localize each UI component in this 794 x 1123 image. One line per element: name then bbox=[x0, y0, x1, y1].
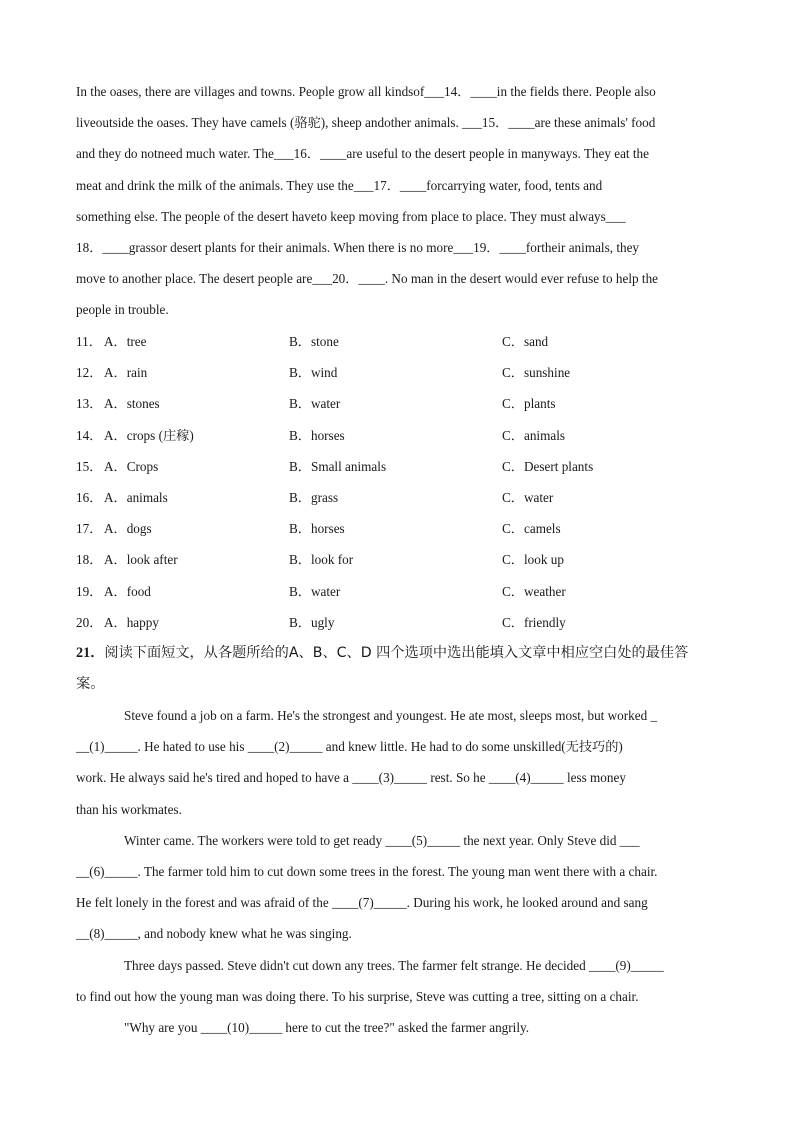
option-a: A．food bbox=[104, 583, 151, 599]
passage-line: meat and drink the milk of the animals. They use the___17．____forcarrying water, food, tents and bbox=[76, 177, 603, 193]
passage-steve bbox=[76, 700, 716, 1043]
option-b: B．Small animals bbox=[289, 458, 387, 474]
question-number: 14． bbox=[76, 427, 103, 443]
option-b: B．water bbox=[289, 583, 341, 599]
passage-line: Winter came. The workers were told to get ready ____(5)_____ the next year. Only Steve did ___ bbox=[124, 832, 640, 848]
question-number: 16． bbox=[76, 489, 103, 505]
option-c: C．sand bbox=[502, 334, 549, 349]
passage-line: liveoutside the oases. They have camels (骆驼), sheep andother animals. ___15．____are these animals' food bbox=[76, 115, 656, 131]
option-a: A．tree bbox=[104, 334, 147, 349]
option-b: B．stone bbox=[289, 334, 339, 349]
option-row bbox=[76, 388, 716, 419]
question-number: 20． bbox=[76, 614, 103, 630]
option-b: B．horses bbox=[289, 521, 345, 537]
passage-line: __(8)_____, and nobody knew what he was singing. bbox=[76, 926, 352, 942]
instruction-text: 案。 bbox=[76, 676, 105, 692]
option-a: A．rain bbox=[104, 365, 148, 381]
option-a: A．Crops bbox=[104, 458, 159, 474]
option-c: C．look up bbox=[502, 552, 564, 568]
option-row bbox=[76, 326, 716, 357]
question-number: 12． bbox=[76, 365, 103, 381]
option-row bbox=[76, 576, 716, 607]
option-a: A．dogs bbox=[104, 521, 152, 537]
option-row bbox=[76, 482, 716, 513]
question-number: 17． bbox=[76, 521, 103, 537]
option-b: B．water bbox=[289, 396, 341, 412]
passage-line: and they do notneed much water. The___16．____are useful to the desert people in manyways. They eat the bbox=[76, 146, 650, 162]
passage-line: Three days passed. Steve didn't cut down any trees. The farmer felt strange. He decided ____(9)_____ bbox=[124, 957, 664, 973]
option-a: A．happy bbox=[104, 614, 159, 630]
option-row bbox=[76, 451, 716, 482]
question-number: 15． bbox=[76, 458, 103, 474]
option-a: A．look after bbox=[104, 552, 178, 568]
passage-line: than his workmates. bbox=[76, 801, 182, 817]
passage-line: "Why are you ____(10)_____ here to cut the tree?" asked the farmer angrily. bbox=[124, 1020, 530, 1036]
option-a: A．crops (庄稼) bbox=[104, 427, 194, 443]
option-b: B．horses bbox=[289, 427, 345, 443]
question-number: 11． bbox=[76, 334, 102, 349]
question-number: 19． bbox=[76, 583, 103, 599]
question-number: 21． bbox=[76, 645, 105, 661]
question-number: 13． bbox=[76, 396, 103, 412]
option-b: B．wind bbox=[289, 365, 338, 381]
passage-desert bbox=[76, 76, 716, 326]
passage-line: something else. The people of the desert haveto keep moving from place to place. They must always___ bbox=[76, 208, 626, 224]
passage-line: work. He always said he's tired and hoped to have a ____(3)_____ rest. So he ____(4)_____ less money bbox=[76, 770, 626, 786]
question-21-instruction bbox=[76, 638, 716, 700]
option-b: B．grass bbox=[289, 489, 339, 505]
option-b: B．look for bbox=[289, 552, 354, 568]
option-c: C．friendly bbox=[502, 614, 566, 630]
option-a: A．stones bbox=[104, 396, 160, 412]
option-c: C．plants bbox=[502, 396, 556, 412]
passage-line: In the oases, there are villages and towns. People grow all kindsof___14．____in the fields there. People also bbox=[76, 84, 656, 99]
instruction-text: 阅读下面短文，从各题所给的A、B、C、D 四个选项中选出能填入文章中相应空白处的最佳答 bbox=[104, 645, 689, 661]
passage-line: people in trouble. bbox=[76, 302, 169, 318]
option-row bbox=[76, 420, 716, 451]
option-a: A．animals bbox=[104, 489, 168, 505]
answer-options bbox=[76, 326, 716, 638]
passage-line: to find out how the young man was doing there. To his surprise, Steve was cutting a tree, sitting on a chair. bbox=[76, 988, 639, 1004]
passage-line: Steve found a job on a farm. He's the strongest and youngest. He ate most, sleeps most, but worked _ bbox=[124, 708, 658, 723]
option-c: C．water bbox=[502, 489, 554, 505]
passage-line: __(6)_____. The farmer told him to cut down some trees in the forest. The young man went there with a chair. bbox=[76, 864, 658, 880]
passage-line: He felt lonely in the forest and was afraid of the ____(7)_____. During his work, he looked around and sang bbox=[76, 895, 648, 911]
option-c: C．sunshine bbox=[502, 365, 571, 381]
question-number: 18． bbox=[76, 552, 103, 568]
option-c: C．Desert plants bbox=[502, 458, 594, 474]
option-row bbox=[76, 607, 716, 638]
option-row bbox=[76, 513, 716, 544]
option-row bbox=[76, 357, 716, 388]
passage-line: 18．____grassor desert plants for their animals. When there is no more___19．____fortheir animals, they bbox=[76, 240, 640, 256]
option-c: C．animals bbox=[502, 427, 566, 443]
option-c: C．camels bbox=[502, 521, 561, 537]
option-row bbox=[76, 544, 716, 575]
passage-line: move to another place. The desert people are___20．____. No man in the desert would ever refuse to help the bbox=[76, 271, 659, 287]
option-c: C．weather bbox=[502, 583, 566, 599]
option-b: B．ugly bbox=[289, 614, 335, 630]
passage-line: __(1)_____. He hated to use his ____(2)_____ and knew little. He had to do some unskilled(无技巧的) bbox=[76, 739, 623, 755]
